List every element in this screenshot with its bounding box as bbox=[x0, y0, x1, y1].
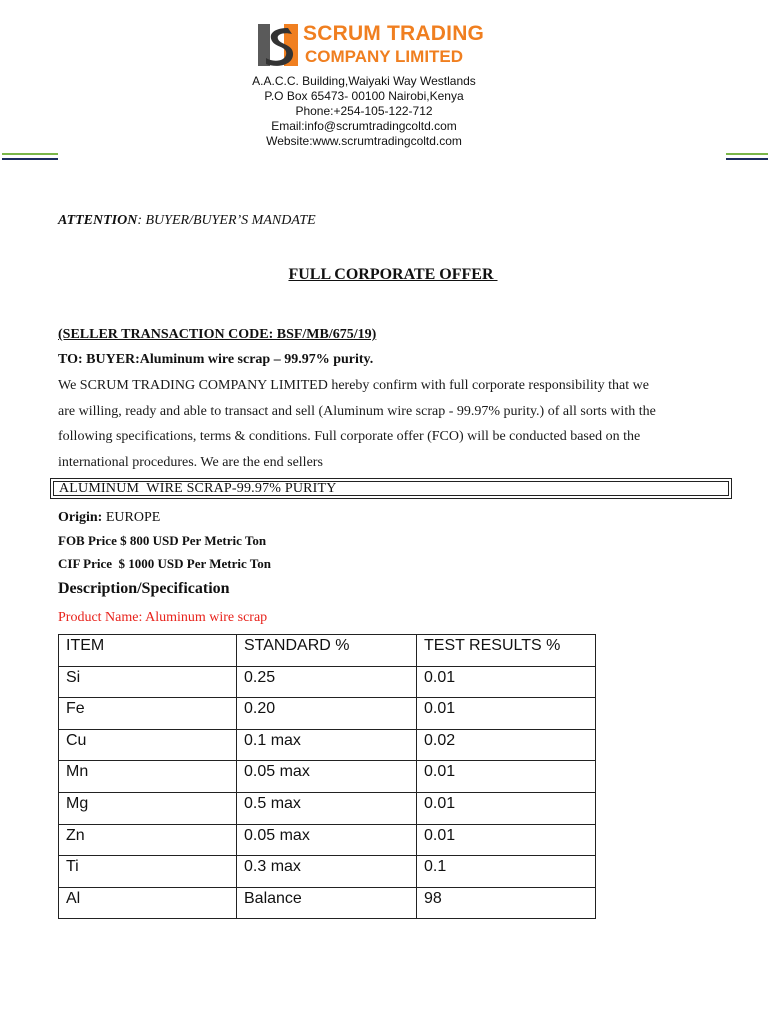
table-cell: Balance bbox=[237, 887, 417, 919]
table-cell: 0.1 bbox=[417, 856, 596, 888]
table-cell: 0.20 bbox=[237, 698, 417, 730]
table-cell: 0.01 bbox=[417, 761, 596, 793]
origin-value: EUROPE bbox=[102, 510, 161, 525]
table-row bbox=[59, 666, 596, 698]
email-line: Email:info@scrumtradingcoltd.com bbox=[271, 119, 457, 133]
table-cell: Cu bbox=[59, 729, 237, 761]
spec-table bbox=[58, 634, 596, 919]
intro-line: following specifications, terms & conditions. Full corporate offer (FCO) will be conducted based on the bbox=[58, 429, 641, 444]
table-row bbox=[59, 729, 596, 761]
attention-line bbox=[58, 213, 316, 229]
table-header-cell: ITEM bbox=[59, 635, 237, 667]
table-row bbox=[59, 761, 596, 793]
table-cell: Mg bbox=[59, 792, 237, 824]
table-cell: Ti bbox=[59, 856, 237, 888]
company-name-line1: SCRUM TRADING bbox=[303, 22, 485, 45]
to-line: TO: BUYER:Aluminum wire scrap – 99.97% purity. bbox=[58, 352, 374, 367]
s-logo-icon bbox=[258, 24, 298, 66]
table-cell: 0.5 max bbox=[237, 792, 417, 824]
phone-line: Phone:+254-105-122-712 bbox=[295, 104, 433, 118]
product-box-label: ALUMINUM WIRE SCRAP-99.97% PURITY bbox=[59, 481, 337, 496]
left-navy-rule bbox=[2, 158, 58, 160]
origin-label: Origin: bbox=[58, 510, 103, 525]
intro-paragraph bbox=[58, 373, 730, 475]
table-row bbox=[59, 887, 596, 919]
website-line: Website:www.scrumtradingcoltd.com bbox=[266, 134, 462, 148]
table-cell: 0.01 bbox=[417, 666, 596, 698]
table-row bbox=[59, 856, 596, 888]
intro-line: international procedures. We are the end sellers bbox=[58, 454, 323, 470]
table-cell: 0.05 max bbox=[237, 824, 417, 856]
address-line-2: P.O Box 65473- 00100 Nairobi,Kenya bbox=[264, 89, 464, 103]
attention-value: : BUYER/BUYER’S MANDATE bbox=[137, 213, 316, 228]
intro-line: We SCRUM TRADING COMPANY LIMITED hereby confirm with full corporate responsibility that we bbox=[58, 378, 649, 393]
product-box bbox=[50, 478, 732, 499]
table-cell: Al bbox=[59, 887, 237, 919]
address-line-1: A.A.C.C. Building,Waiyaki Way Westlands bbox=[252, 74, 476, 88]
table-row bbox=[59, 824, 596, 856]
attention-label: ATTENTION bbox=[58, 213, 138, 228]
table-cell: 0.25 bbox=[237, 666, 417, 698]
table-cell: 0.02 bbox=[417, 729, 596, 761]
origin-line bbox=[58, 510, 160, 526]
right-green-rule bbox=[726, 153, 768, 155]
transaction-code: (SELLER TRANSACTION CODE: BSF/MB/675/19) bbox=[58, 327, 377, 342]
table-cell: 0.3 max bbox=[237, 856, 417, 888]
table-cell: 0.05 max bbox=[237, 761, 417, 793]
table-header-row bbox=[59, 635, 596, 667]
table-cell: 0.01 bbox=[417, 698, 596, 730]
table-header-cell: TEST RESULTS % bbox=[417, 635, 596, 667]
fob-price: FOB Price $ 800 USD Per Metric Ton bbox=[58, 533, 267, 548]
left-green-rule bbox=[2, 153, 58, 155]
table-cell: Zn bbox=[59, 824, 237, 856]
product-name: Product Name: Aluminum wire scrap bbox=[58, 610, 268, 625]
table-cell: 0.1 max bbox=[237, 729, 417, 761]
table-row bbox=[59, 792, 596, 824]
table-cell: 0.01 bbox=[417, 824, 596, 856]
table-cell: 98 bbox=[417, 887, 596, 919]
cif-price: CIF Price $ 1000 USD Per Metric Ton bbox=[58, 556, 272, 571]
description-heading: Description/Specification bbox=[58, 580, 230, 597]
table-row bbox=[59, 698, 596, 730]
right-navy-rule bbox=[726, 158, 768, 160]
intro-line: are willing, ready and able to transact and sell (Aluminum wire scrap - 99.97% purity.) of all sorts with the bbox=[58, 403, 656, 419]
table-cell: Fe bbox=[59, 698, 237, 730]
table-header-cell: STANDARD % bbox=[237, 635, 417, 667]
table-cell: Mn bbox=[59, 761, 237, 793]
page-title: FULL CORPORATE OFFER bbox=[288, 266, 498, 283]
table-cell: 0.01 bbox=[417, 792, 596, 824]
table-cell: Si bbox=[59, 666, 237, 698]
company-name-line2: COMPANY LIMITED bbox=[305, 47, 464, 66]
